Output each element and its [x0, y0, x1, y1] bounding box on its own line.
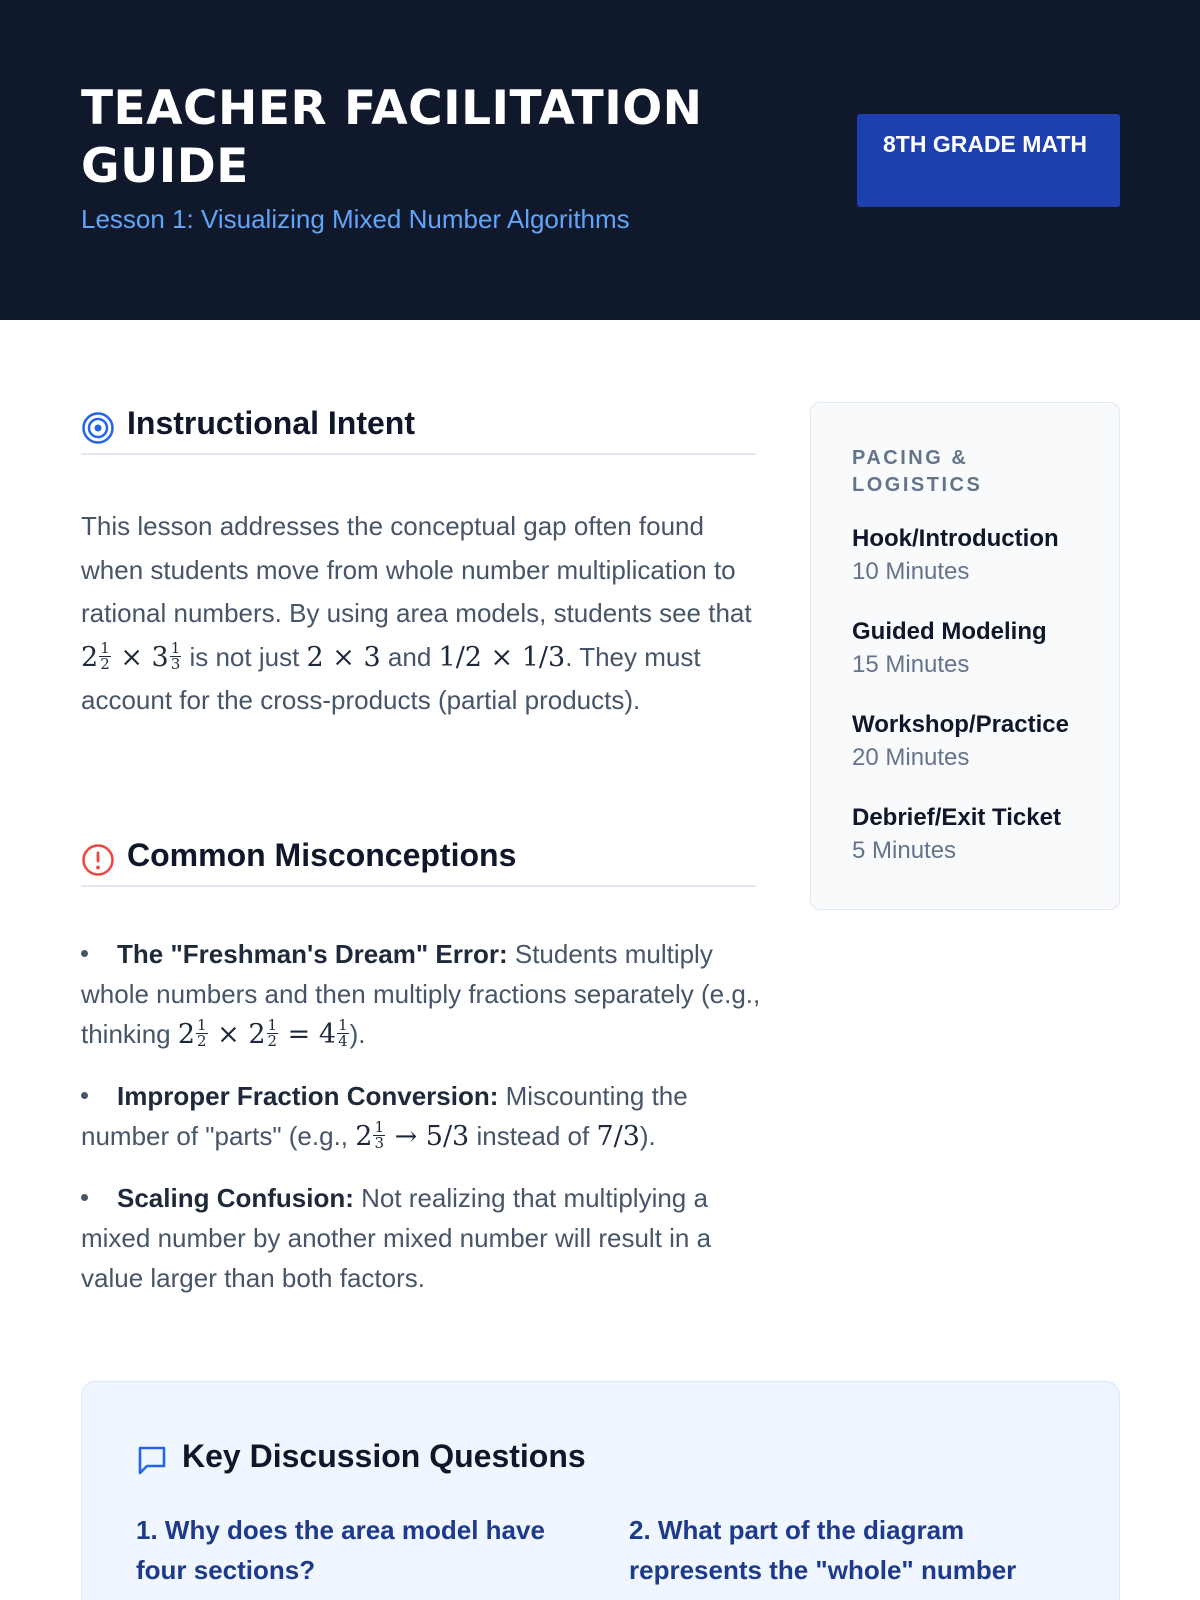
- misconception-math: 2 $\frac{1}{3}$ → 5/3: [355, 1118, 470, 1152]
- misconception-text: Miscounting the number of "parts" (e.g.,: [81, 1081, 688, 1151]
- lesson-subtitle: Lesson 1: Visualizing Mixed Number Algorithms: [81, 204, 630, 234]
- intent-math-product: 2 $\frac{1}{2}$ × 3 $\frac{1}{3}$: [81, 638, 181, 673]
- intent-section-header: [81, 405, 756, 455]
- pacing-item-title: Workshop/Practice: [852, 711, 1069, 738]
- misconception-math-2: 7/3: [596, 1121, 640, 1152]
- intent-math-whole: 2 × 3: [306, 641, 381, 673]
- page-title: TEACHER FACILITATION GUIDE: [81, 81, 703, 194]
- intent-heading: Instructional Intent: [127, 405, 415, 441]
- misconception-mid: instead of: [469, 1121, 597, 1151]
- pacing-item: [852, 802, 1112, 868]
- page-header: [0, 0, 1200, 320]
- misconception-text: Students multiply whole numbers and then multiply fractions separately (e.g., thinking: [81, 939, 761, 1049]
- pacing-item-minutes: 10 Minutes: [852, 558, 970, 585]
- intent-text-4: . They must account for the cross-products (partial products).: [81, 641, 701, 715]
- fraction: $\frac{1}{3}$: [374, 1118, 384, 1152]
- fraction: $\frac{1}{2}$: [197, 1016, 207, 1050]
- fraction: $\frac{1}{2}$: [267, 1016, 278, 1050]
- list-item: [81, 934, 771, 1055]
- discussion-question: 1. Why does the area model have four sections?: [136, 1515, 545, 1585]
- pacing-panel: [810, 402, 1120, 910]
- pacing-item-minutes: 15 Minutes: [852, 651, 970, 678]
- misconception-title: Improper Fraction Conversion:: [117, 1081, 499, 1111]
- misconception-title: The "Freshman's Dream" Error:: [117, 939, 508, 969]
- intent-text-1: This lesson addresses the conceptual gap often found when students move from whole number multiplication to rational numbers. By using area models, students see that: [81, 511, 752, 628]
- discussion-question: 2. What part of the diagram represents the "whole" number: [629, 1515, 1017, 1585]
- intent-text-3: and: [380, 641, 439, 672]
- pacing-item: [852, 616, 1112, 682]
- grade-badge: 8TH GRADE MATH: [857, 114, 1120, 207]
- pacing-item-title: Guided Modeling: [852, 618, 1047, 645]
- intent-text-2: is not just: [182, 641, 307, 672]
- fraction: $\frac{1}{4}$: [338, 1016, 348, 1050]
- bullet: [81, 1092, 88, 1099]
- fraction: $\frac{1}{3}$: [170, 638, 181, 673]
- pacing-item-minutes: 5 Minutes: [852, 837, 957, 864]
- target-icon: [81, 411, 115, 445]
- misconceptions-section-header: [81, 837, 756, 887]
- pacing-label: PACING & LOGISTICS: [852, 447, 983, 496]
- chat-bubble-icon: [136, 1444, 168, 1476]
- alert-circle-icon: [81, 843, 115, 877]
- pacing-item-title: Hook/Introduction: [852, 525, 1059, 552]
- misconceptions-list: [81, 934, 771, 1319]
- bullet: [81, 950, 88, 957]
- bullet: [81, 1194, 88, 1201]
- discussion-heading: Key Discussion Questions: [182, 1438, 586, 1474]
- misconception-tail: ).: [639, 1121, 656, 1151]
- pacing-item: [852, 523, 1112, 589]
- pacing-item-title: Debrief/Exit Ticket: [852, 804, 1061, 831]
- pacing-item-minutes: 20 Minutes: [852, 744, 970, 771]
- misconceptions-heading: Common Misconceptions: [127, 837, 517, 873]
- list-item: [81, 1076, 771, 1157]
- pacing-item: [852, 709, 1112, 775]
- misconception-math: 2 $\frac{1}{2}$ × 2 $\frac{1}{2}$ = 4 $\frac{1}{4}$: [177, 1016, 348, 1050]
- intent-paragraph: [81, 505, 761, 723]
- misconception-text: Not realizing that multiplying a mixed number by another mixed number will result in a value larger than both factors.: [81, 1183, 712, 1293]
- list-item: [81, 1178, 771, 1298]
- fraction: $\frac{1}{2}$: [100, 638, 110, 673]
- intent-math-fraction: 1/2 × 1/3: [438, 641, 566, 673]
- discussion-panel: [81, 1381, 1120, 1600]
- misconception-tail: ).: [349, 1019, 366, 1049]
- misconception-title: Scaling Confusion:: [117, 1183, 354, 1213]
